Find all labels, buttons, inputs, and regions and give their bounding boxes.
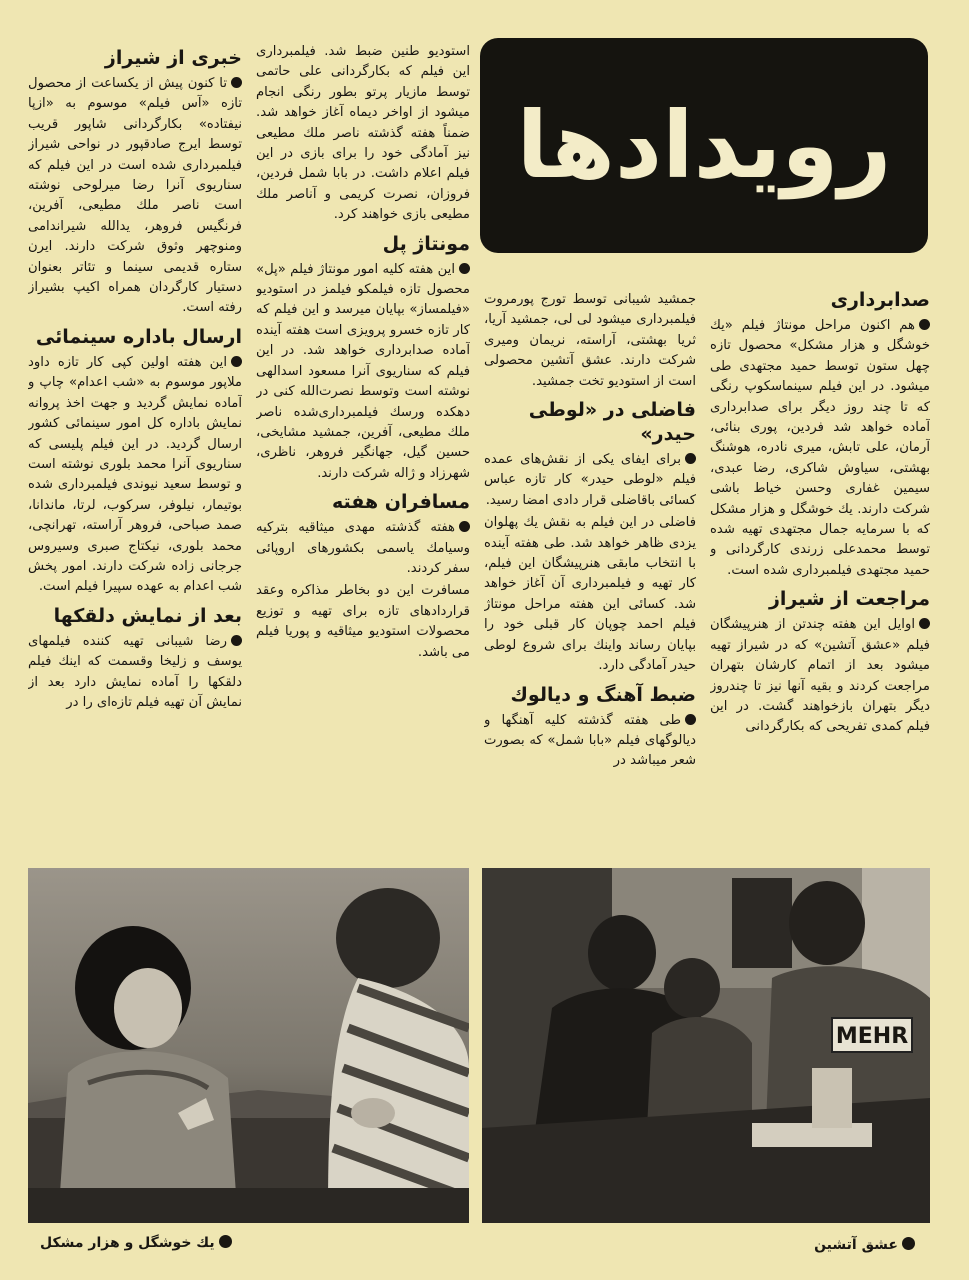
article-mosaferan-2: مسافرت این دو بخاطر مذاکره وعقد قراردادهای تازه برای تهیه و توزیع محصولات استودیو میثاقیه و پوریا فیلم می باشد. <box>256 583 470 660</box>
article-pol: این هفته کلیه امور مونتاژ فیلم «پل» محصول تازه فیلمکو فیلمز در استودیو «فیلمساز» بپایان میرسد و این فیلم که کار تازه خسرو پرویزی است هفته آینده آماده صدابرداری خواهد شد. در این فیلم که سناریوی آنرا مسعود اسدالهی نوشته است وتوسط نصرت‌الله کنی در دهکده ورسك فیلمبرداری‌شده ناصر ملك مطیعی، آفرین، جمشید مشایخی، حسین گیل، جهانگیر فروهر، ناظری، شهرزاد و ژاله شرکت دارند. <box>256 261 470 481</box>
heading-baad: بعد از نمایش دلقکها <box>53 604 242 627</box>
bullet-icon <box>231 635 242 646</box>
article-fazeli-2: فاضلی در این فیلم به نقش یك پهلوان یزدی ظاهر خواهد شد. طی هفته آینده با انتخاب مابقی هنرپیشگان این فیلم، کار تهیه و فیلمبرداری آن آغاز خواهد شد. کسائی این هفته مراحل مونتاژ فیلم احمد چوپان کار قبلی خود را بپایان رساند واینك برای شروع لوطی حیدر آمادگی دارد. <box>484 515 696 674</box>
article-baba-shamal: استودیو طنین ضبط شد. فیلمبرداری این فیلم که بکارگردانی علی حاتمی توسط مازیار پرتو بطور رنگی انجام میشود از اواخر دیماه آغاز خواهد شد. ضمناً هفته گذشته ناصر ملك مطیعی نیز آمادگی خود را برای بازی در این فیلم اعلام داشت. در بابا شمل فردین، فروزان، نصرت کریمی و آناصر ملك مطیعی بازی خواهند کرد. <box>256 44 470 223</box>
bullet-icon <box>231 356 242 367</box>
section-title: رویدادها <box>516 92 892 199</box>
article-fazeli: برای ایفای یکی از نقش‌های عمده فیلم «لوطی حیدر» کار تازه عباس کسائی باقاضلی قرار دادی امضا رسید. <box>484 452 696 508</box>
article-khabar-shiraz: تا کنون پیش از یکساعت از محصول تازه «آس فیلم» موسوم به «ازپا نیفتاده» بکارگردانی شاپور قریب توسط ایرج صادقپور در نواحی شیراز فیلمبرداری شده است در این فیلم که سناریوی آنرا رضا میرلوحی نوشته است ناصر ملك مطیعی، آفرین، فرنگیس فروهر، یدالله شیراندامی ومنوچهر وثوق شرکت دارند. ایرن ستاره قدیمی سینما و تئاتر بعنوان دستیار کارگردان همراه اکیپ بشیراز رفته است. <box>28 76 242 316</box>
bullet-icon <box>459 521 470 532</box>
heading-zabt: ضبط آهنگ و دیالوك <box>510 683 696 706</box>
column-3 <box>256 42 470 867</box>
bullet-icon <box>219 1235 232 1248</box>
column-1 <box>710 282 930 867</box>
bullet-icon <box>459 263 470 274</box>
column-2 <box>484 290 696 867</box>
heading-pol: مونتاژ پل <box>382 232 470 255</box>
caption-left: یك خوشگل و هزار مشکل <box>40 1234 232 1252</box>
caption-right: عشق آتشین <box>814 1236 915 1254</box>
article-sedabardari: هم اکنون مراحل مونتاژ فیلم «یك خوشگل و هزار مشکل» محصول تازه چهل ستون توسط حمید مجتهدی طی میشود. در این فیلم سینماسکوپ رنگی که تا چند روز دیگر برای صدابرداری آماده خواهد شد فردین، پوری بنائی، آرمان، علی تابش، میری نادره، هوشنگ بهشتی، سیاوش شاکری، رضا عبدی، سیمین غفاری وحسن خیاط باشی شرکت دارند. یك خوشگل و هزار مشکل که با سرمایه جمال مجتهدی تهیه شده توسط محمدعلی زرندی کارگردانی و حمید مجتهدی فیلمبرداری شده است. <box>710 318 930 578</box>
bullet-icon <box>685 453 696 464</box>
article-ersal: این هفته اولین کپی کار تازه داود ملاپور موسوم به «شب اعدام» چاپ و آماده نمایش گردید و جهت اخذ پروانه نمایش باداره کل امور سینمائی کشور ارسال گردید. در این فیلم پلیسی که سناریوی آنرا محمد بلوری نوشته است و توسط سعید نیوندی فیلمبرداری شده بوتیمار، نیلوفر، سرکوب، لرتا، ماندانا، صمد صباحی، فروهر آراسته، تهرانچی، محمد بلوری، نیکتاج صبری وسیروس جرجانی زاده شرکت دارند. امور پخش شب اعدام به عهده سپیرا فیلم است. <box>28 354 242 595</box>
heading-fazeli: فاضلی در «لوطی حیدر» <box>528 399 696 446</box>
article-shiraz-return: اوایل این هفته چندتن از هنرپیشگان فیلم «عشق آتشین» که در شیراز تهیه میشود بعد از اتمام کارشان بتهران مراجعت کردند و بقیه آنها نیز تا چندروز دیگر بتهران بازخواهند گشت. در این فیلم کمدی تفریحی که بکارگردانی <box>710 617 930 735</box>
section-title-box <box>480 38 928 253</box>
heading-shiraz-return: مراجعت از شیراز <box>768 588 930 611</box>
article-mosaferan: هفته گذشته مهدی میثاقیه بترکیه وسیامك یاسمی بکشورهای اروپائی سفر کردند. <box>256 520 470 576</box>
article-baad: رضا شیبانی تهیه کننده فیلمهای یوسف و زلیخا وقسمت که اینك فیلم دلقکها را آماده نمایش دارد بعد از نمایش آن تهیه فیلم تازه‌ای را در <box>28 633 242 710</box>
heading-sedabardari: صدابرداری <box>830 289 930 311</box>
bullet-icon <box>685 714 696 725</box>
bullet-icon <box>919 319 930 330</box>
bullet-icon <box>919 618 930 629</box>
photo-right <box>482 868 930 1223</box>
photo-left <box>28 868 469 1223</box>
article-continued: جمشید شیبانی توسط تورج پورمروت فیلمبرداری میشود لی لی، جمشید آریا، ثریا بهشتی، آراسته، نریمان ومیری شرکت دارند. عشق آتشین محصولی است از استودیو تخت جمشید. <box>484 292 696 389</box>
article-zabt: طی هفته گذشته کلیه آهنگها و دیالوگهای فیلم «بابا شمل» که بصورت شعر میباشد در <box>484 712 696 769</box>
column-4 <box>28 40 242 867</box>
bullet-icon <box>231 77 242 88</box>
heading-mosaferan: مسافران هفته <box>332 491 470 514</box>
bullet-icon <box>902 1237 915 1250</box>
heading-ersal: ارسال باداره سینمائی <box>35 325 242 348</box>
mic-flag-text: MEHR <box>835 1024 909 1049</box>
heading-khabar-shiraz: خبری از شیراز <box>104 47 242 69</box>
